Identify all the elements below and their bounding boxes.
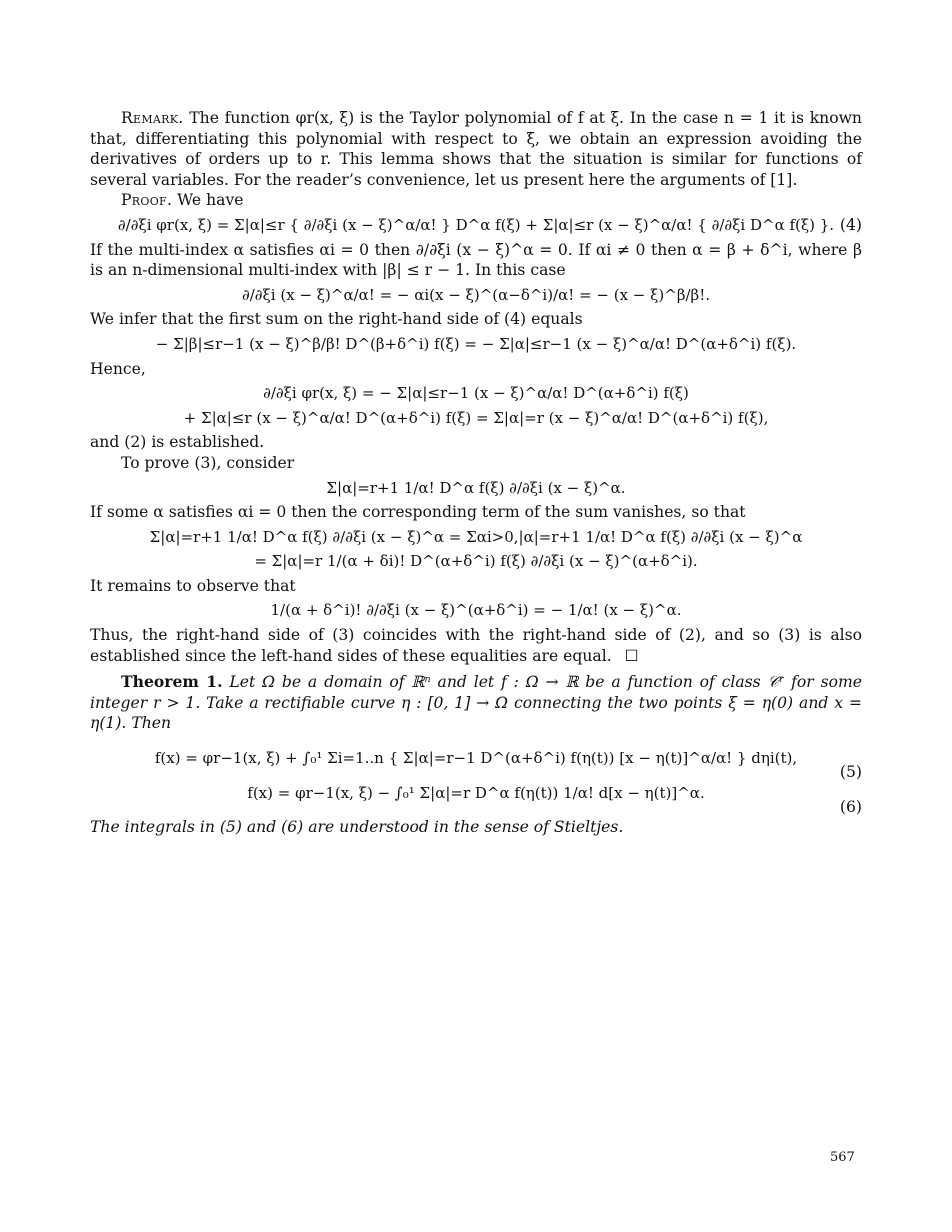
equation-c1: ∂/∂ξi φr(x, ξ) = − Σ|α|≤r−1 (x − ξ)^α/α! D^(α+δ^i) f(ξ) — [263, 384, 689, 403]
theorem-text: Let Ω be a domain of ℝⁿ and let f : Ω → ℝ be a function of class 𝒞ʳ for some integer r > 1. Take a rectifiable curve η : [0, 1] → Ω connecting the two points ξ = η(0) and x = η(1). Then — [90, 673, 863, 733]
equation-4-row — [90, 215, 862, 236]
qed-box: ☐ — [624, 646, 639, 665]
proof-paragraph-3: Hence, — [90, 359, 146, 378]
proof-paragraph-6: If some α satisfies αi = 0 then the corresponding term of the sum vanishes, so that — [90, 503, 746, 522]
equation-6-row — [90, 783, 862, 816]
proof-paragraph-1: If the multi-index α satisfies αi = 0 then ∂/∂ξi (x − ξ)^α = 0. If αi ≠ 0 then α = β + δ^i, where β is an n-dimensional multi-index with |β| ≤ r − 1. In this case — [90, 240, 862, 280]
equation-e1: Σ|α|=r+1 1/α! D^α f(ξ) ∂/∂ξi (x − ξ)^α = Σαi>0,|α|=r+1 1/α! D^α f(ξ) ∂/∂ξi (x − ξ)^α — [149, 527, 803, 546]
equation-6: f(x) = φr−1(x, ξ) − ∫₀¹ Σ|α|=r D^α f(η(t)) 1/α! d[x − η(t)]^α. — [247, 783, 705, 802]
equation-6-number: (6) — [839, 797, 862, 816]
proof-intro — [90, 190, 862, 211]
proof-paragraph-8-text: Thus, the right-hand side of (3) coincides with the right-hand side of (2), and so (3) is also established since the left-hand sides of these equalities are equal. — [90, 626, 862, 665]
equation-5-number: (5) — [839, 763, 862, 782]
equation-b: − Σ|β|≤r−1 (x − ξ)^β/β! D^(β+δ^i) f(ξ) = − Σ|α|≤r−1 (x − ξ)^α/α! D^(α+δ^i) f(ξ). — [155, 334, 797, 353]
page-number: 567 — [830, 1150, 855, 1165]
theorem-paragraph — [90, 672, 862, 734]
remark-text: The function φr(x, ξ) is the Taylor polynomial of f at ξ. In the case n = 1 it is known that, differentiating this polynomial with respect to ξ, we obtain an expression avoiding the derivatives of orders up to r. This lemma shows that the situation is similar for functions of several variables. For the reader’s convenience, let us present here the arguments of [1]. — [90, 109, 862, 189]
equation-d: Σ|α|=r+1 1/α! D^α f(ξ) ∂/∂ξi (x − ξ)^α. — [326, 478, 626, 497]
equation-e2: = Σ|α|=r 1/(α + δi)! D^(α+δ^i) f(ξ) ∂/∂ξi (x − ξ)^(α+δ^i). — [254, 552, 698, 571]
equation-f: 1/(α + δ^i)! ∂/∂ξi (x − ξ)^(α+δ^i) = − 1/α! (x − ξ)^α. — [270, 601, 682, 620]
proof-paragraph-8 — [90, 625, 862, 666]
theorem-closing: The integrals in (5) and (6) are understood in the sense of Stieltjes. — [90, 818, 624, 837]
remark-paragraph — [90, 108, 862, 190]
proof-paragraph-4: and (2) is established. — [90, 433, 265, 452]
equation-4-number: (4) — [839, 215, 862, 234]
theorem-label: Theorem 1. — [121, 672, 223, 692]
proof-paragraph-5: To prove (3), consider — [121, 453, 295, 472]
proof-paragraph-2: We infer that the first sum on the right-hand side of (4) equals — [90, 310, 583, 329]
equation-a: ∂/∂ξi (x − ξ)^α/α! = − αi(x − ξ)^(α−δ^i)/α! = − (x − ξ)^β/β!. — [241, 285, 711, 304]
equation-5: f(x) = φr−1(x, ξ) + ∫₀¹ Σi=1..n { Σ|α|=r−1 D^(α+δ^i) f(η(t)) [x − η(t)]^α/α! } dηi(t), — [154, 749, 798, 768]
proof-label: Proof. — [121, 191, 173, 210]
remark-label: Remark. — [121, 109, 184, 127]
equation-4: ∂/∂ξi φr(x, ξ) = Σ|α|≤r { ∂/∂ξi (x − ξ)^α/α! } D^α f(ξ) + Σ|α|≤r (x − ξ)^α/α! { ∂/∂ξi D^α f(ξ) }. — [117, 215, 835, 234]
page-body — [90, 108, 862, 838]
proof-intro-text: We have — [177, 191, 244, 210]
equation-c2: + Σ|α|≤r (x − ξ)^α/α! D^(α+δ^i) f(ξ) = Σ|α|=r (x − ξ)^α/α! D^(α+δ^i) f(ξ), — [183, 408, 769, 427]
proof-paragraph-7: It remains to observe that — [90, 576, 296, 595]
equation-5-row — [90, 748, 862, 782]
